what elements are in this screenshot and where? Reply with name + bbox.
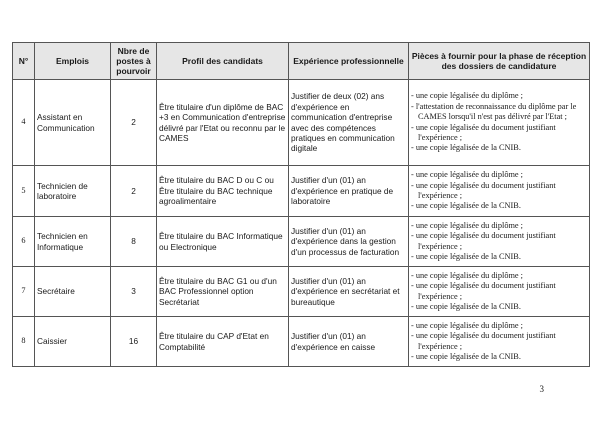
table-row: [13, 317, 590, 367]
document-item: - une copie légalisée du diplôme ;: [411, 91, 587, 101]
candidate-profile: Être titulaire du BAC Informatique ou Electronique: [157, 217, 289, 267]
document-item: - une copie légalisée de la CNIB.: [411, 143, 587, 153]
table-row: [13, 267, 590, 317]
document-item: - une copie légalisée du document justifiant l'expérience ;: [411, 231, 587, 252]
document-item: - une copie légalisée du document justifiant l'expérience ;: [411, 281, 587, 302]
positions-count: 3: [111, 267, 157, 317]
positions-count: 2: [111, 80, 157, 166]
table-row: [13, 217, 590, 267]
candidate-profile: Être titulaire du BAC D ou C ou Être titulaire du BAC technique agroalimentaire: [157, 166, 289, 217]
row-number: 5: [13, 166, 35, 217]
required-documents: [409, 267, 590, 317]
candidate-profile: Être titulaire du BAC G1 ou d'un BAC Professionnel option Secrétariat: [157, 267, 289, 317]
document-item: - une copie légalisée de la CNIB.: [411, 302, 587, 312]
experience-requirement: Justifier d'un (01) an d'expérience en pratique de laboratoire: [289, 166, 409, 217]
table-row: [13, 166, 590, 217]
required-documents: [409, 80, 590, 166]
experience-requirement: Justifier de deux (02) ans d'expérience en communication d'entreprise avec des compétences pratiques en communication digitale: [289, 80, 409, 166]
document-item: - une copie légalisée du document justifiant l'expérience ;: [411, 331, 587, 352]
header-pieces: Pièces à fournir pour la phase de réception des dossiers de candidature: [409, 43, 590, 80]
required-documents: [409, 217, 590, 267]
header-emplois: Emplois: [35, 43, 111, 80]
job-title: Technicien en Informatique: [35, 217, 111, 267]
document-item: - une copie légalisée du diplôme ;: [411, 170, 587, 180]
header-num: N°: [13, 43, 35, 80]
document-item: - une copie légalisée du diplôme ;: [411, 271, 587, 281]
required-documents: [409, 317, 590, 367]
positions-count: 2: [111, 166, 157, 217]
job-title: Technicien de laboratoire: [35, 166, 111, 217]
recruitment-table: [12, 42, 590, 367]
header-profil: Profil des candidats: [157, 43, 289, 80]
table-row: [13, 80, 590, 166]
required-documents: [409, 166, 590, 217]
job-title: Caissier: [35, 317, 111, 367]
header-experience: Expérience professionnelle: [289, 43, 409, 80]
row-number: 8: [13, 317, 35, 367]
experience-requirement: Justifier d'un (01) an d'expérience dans la gestion d'un processus de facturation: [289, 217, 409, 267]
document-item: - une copie légalisée de la CNIB.: [411, 252, 587, 262]
header-row: [13, 43, 590, 80]
job-title: Assistant en Communication: [35, 80, 111, 166]
row-number: 4: [13, 80, 35, 166]
experience-requirement: Justifier d'un (01) an d'expérience en caisse: [289, 317, 409, 367]
experience-requirement: Justifier d'un (01) an d'expérience en secrétariat et bureautique: [289, 267, 409, 317]
document-item: - une copie légalisée du document justifiant l'expérience ;: [411, 181, 587, 202]
positions-count: 16: [111, 317, 157, 367]
candidate-profile: Être titulaire d'un diplôme de BAC +3 en Communication d'entreprise délivré par l'Etat ou reconnu par le CAMES: [157, 80, 289, 166]
document-item: - une copie légalisée du document justifiant l'expérience ;: [411, 123, 587, 144]
page-number: 3: [539, 384, 544, 394]
document-item: - une copie légalisée de la CNIB.: [411, 201, 587, 211]
document-item: - une copie légalisée du diplôme ;: [411, 321, 587, 331]
document-item: - une copie légalisée du diplôme ;: [411, 221, 587, 231]
positions-count: 8: [111, 217, 157, 267]
row-number: 6: [13, 217, 35, 267]
row-number: 7: [13, 267, 35, 317]
document-item: - une copie légalisée de la CNIB.: [411, 352, 587, 362]
candidate-profile: Être titulaire du CAP d'Etat en Comptabilité: [157, 317, 289, 367]
job-title: Secrétaire: [35, 267, 111, 317]
header-postes: Nbre de postes à pourvoir: [111, 43, 157, 80]
document-item: - l'attestation de reconnaissance du diplôme par le CAMES lorsqu'il n'est pas délivré par l'Etat ;: [411, 102, 587, 123]
